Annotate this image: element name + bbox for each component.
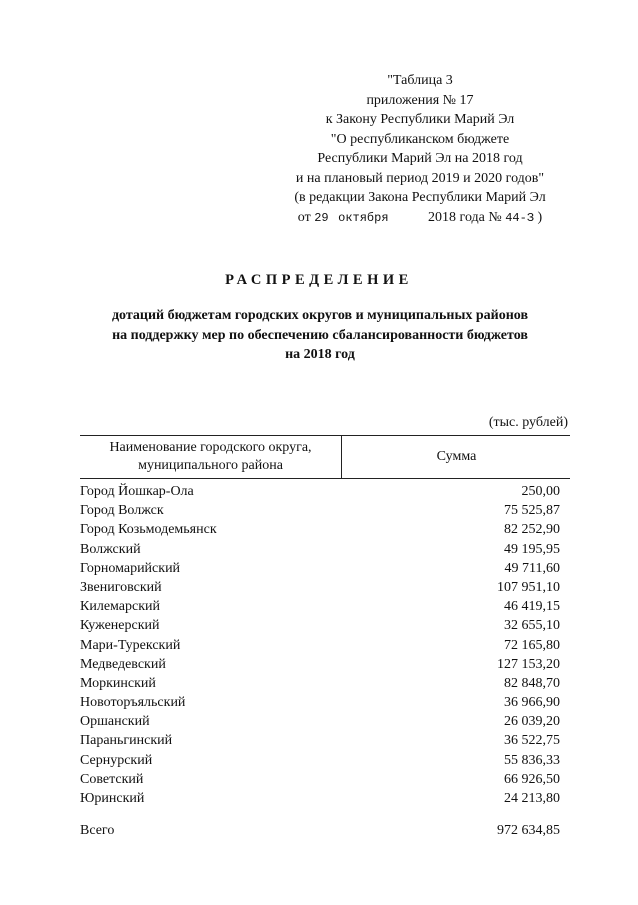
row-value: 32 655,10 <box>504 618 560 634</box>
row-value: 127 153,20 <box>497 656 560 672</box>
row-name: Звениговский <box>80 579 162 595</box>
row-name: Куженерский <box>80 618 160 634</box>
row-name: Горномарийский <box>80 560 181 576</box>
table-body <box>80 484 560 810</box>
column-header-sum: Сумма <box>436 449 477 464</box>
header-date-line <box>255 208 585 229</box>
row-name: Параньгинский <box>80 733 173 749</box>
date-day: 29 <box>314 210 329 225</box>
row-value: 46 419,15 <box>504 599 560 615</box>
row-name: Оршанский <box>80 714 150 730</box>
table-row <box>80 753 560 772</box>
table-row <box>80 676 560 695</box>
table-total-row <box>80 823 560 843</box>
row-value: 36 522,75 <box>504 733 560 749</box>
row-name: Медведевский <box>80 656 166 672</box>
table-row <box>80 791 560 810</box>
row-name: Килемарский <box>80 599 161 615</box>
row-name: Город Козьмодемьянск <box>80 522 217 538</box>
row-value: 82 848,70 <box>504 675 560 691</box>
row-name: Моркинский <box>80 675 156 691</box>
row-value: 72 165,80 <box>504 637 560 653</box>
header-line: "Таблица 3 <box>387 73 453 88</box>
table-row <box>80 542 560 561</box>
total-value: 972 634,85 <box>497 823 560 838</box>
table-row <box>80 522 560 541</box>
total-label: Всего <box>80 823 115 838</box>
header-line: (в редакции Закона Республики Марий Эл <box>294 190 546 205</box>
column-header-name-line2: муниципального района <box>138 458 283 473</box>
header-line: и на плановый период 2019 и 2020 годов" <box>295 170 545 186</box>
table-row <box>80 503 560 522</box>
table-row <box>80 561 560 580</box>
header-line: Республики Марий Эл на 2018 год <box>317 151 523 166</box>
row-value: 107 951,10 <box>497 579 560 595</box>
subtitle-line: дотаций бюджетам городских округов и муниципальных районов <box>111 308 529 323</box>
table-row <box>80 657 560 676</box>
row-name: Город Йошкар-Ола <box>80 484 194 499</box>
row-name: Новоторъяльский <box>80 695 186 711</box>
date-prefix: от <box>297 209 311 225</box>
document-title: РАСПРЕДЕЛЕНИЕ <box>225 272 413 288</box>
subtitle-line: на 2018 год <box>285 347 355 362</box>
law-number: 44-З <box>505 210 535 225</box>
date-year: 2018 года № <box>428 209 502 225</box>
row-name: Советский <box>80 771 144 787</box>
row-value: 55 836,33 <box>504 752 560 768</box>
date-suffix: ) <box>537 209 543 225</box>
row-name: Волжский <box>80 541 141 557</box>
subtitle-line: на поддержку мер по обеспечению сбалансированности бюджетов <box>112 327 528 343</box>
units-label: (тыс. рублей) <box>488 415 568 430</box>
row-value: 250,00 <box>521 484 560 499</box>
row-value: 24 213,80 <box>504 791 560 806</box>
date-month: октября <box>338 210 389 225</box>
column-header-name <box>80 436 342 478</box>
table-header <box>80 435 570 479</box>
row-name: Сернурский <box>80 752 153 768</box>
row-value: 66 926,50 <box>504 771 560 787</box>
header-line: "О республиканском бюджете <box>330 131 510 147</box>
document-subtitle <box>60 306 580 365</box>
table-row <box>80 618 560 637</box>
header-line: к Закону Республики Марий Эл <box>325 112 515 127</box>
header-line: приложения № 17 <box>366 92 474 108</box>
row-value: 26 039,20 <box>504 714 560 730</box>
row-value: 75 525,87 <box>504 503 560 519</box>
table-row <box>80 484 560 503</box>
table-row <box>80 772 560 791</box>
table-row <box>80 638 560 657</box>
row-value: 82 252,90 <box>504 522 560 538</box>
row-value: 49 711,60 <box>504 560 560 576</box>
table-row <box>80 599 560 618</box>
column-header-name-line1: Наименование городского округа, <box>109 440 312 455</box>
row-value: 36 966,90 <box>504 695 560 711</box>
document-header <box>255 71 585 228</box>
row-name: Мари-Турекский <box>80 637 181 653</box>
row-value: 49 195,95 <box>504 541 560 557</box>
row-name: Город Волжск <box>80 503 164 519</box>
table-row <box>80 733 560 752</box>
table-row <box>80 714 560 733</box>
table-row <box>80 580 560 599</box>
table-row <box>80 695 560 714</box>
row-name: Юринский <box>80 791 145 806</box>
